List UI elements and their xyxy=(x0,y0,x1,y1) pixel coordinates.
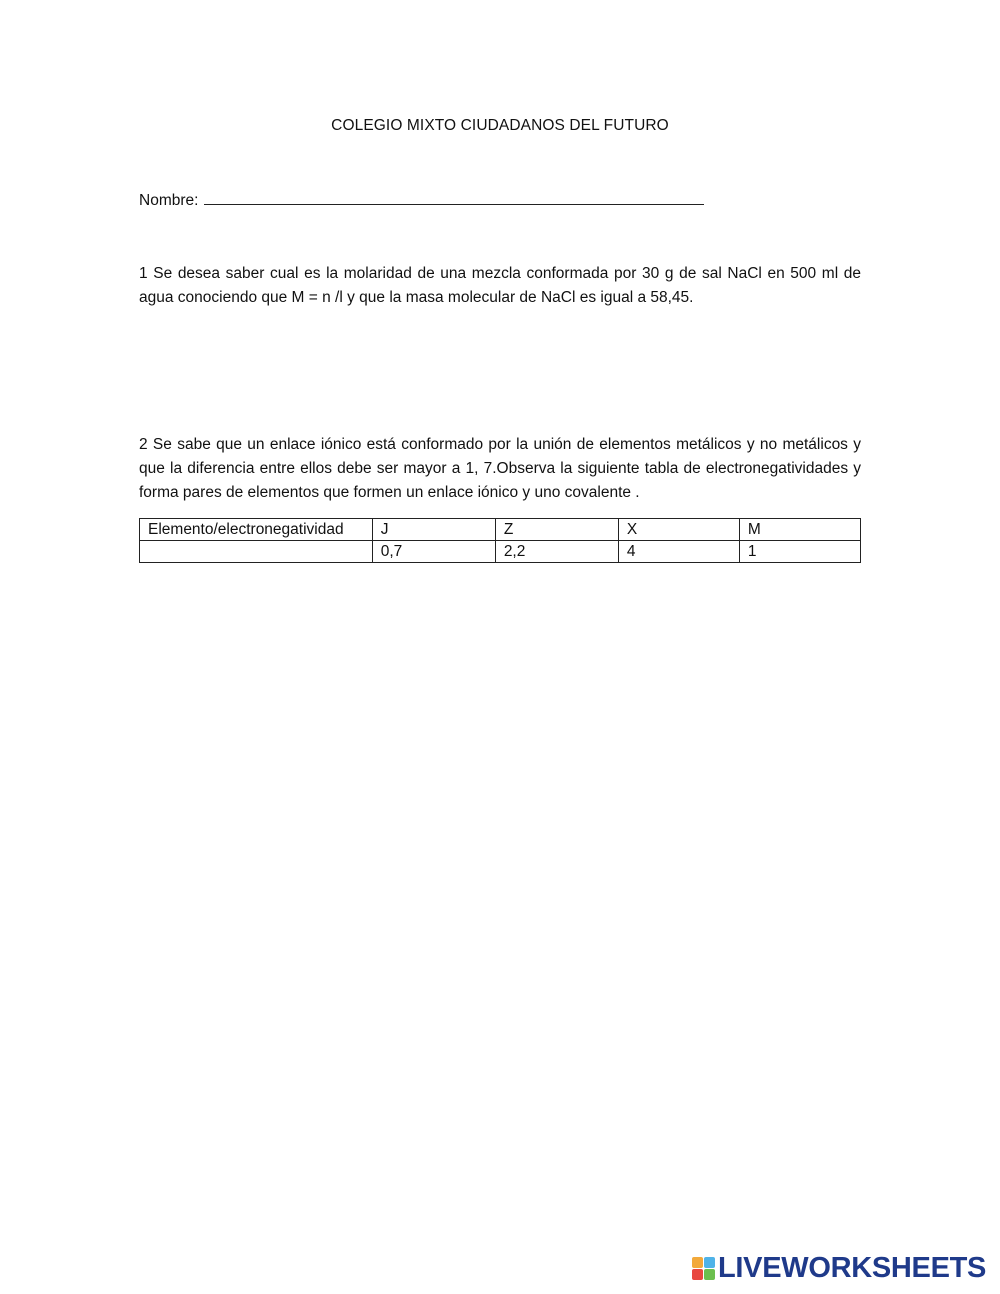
table-cell xyxy=(140,541,373,563)
liveworksheets-logo-icon xyxy=(692,1257,715,1280)
logo-square xyxy=(704,1257,715,1268)
table-cell: 2,2 xyxy=(495,541,618,563)
name-field-row xyxy=(139,190,704,210)
electronegativity-table xyxy=(139,518,861,563)
logo-square xyxy=(704,1269,715,1280)
question-2: 2 Se sabe que un enlace iónico está conformado por la unión de elementos metálicos y no metálicos y que la diferencia entre ellos debe ser mayor a 1, 7.Observa la siguiente tabla de electronegatividades y forma pares de elementos que formen un enlace iónico y uno covalente . xyxy=(139,436,861,501)
question-1: 1 Se desea saber cual es la molaridad de una mezcla conformada por 30 g de sal NaCl en 500 ml de agua conociendo que M = n /l y que la masa molecular de NaCl es igual a 58,45. xyxy=(139,265,861,306)
table-cell: Elemento/electronegatividad xyxy=(140,519,373,541)
table-row xyxy=(140,541,861,563)
table-cell: 1 xyxy=(739,541,860,563)
table-cell: M xyxy=(739,519,860,541)
table-cell: 0,7 xyxy=(372,541,495,563)
school-title: COLEGIO MIXTO CIUDADANOS DEL FUTURO xyxy=(331,117,669,134)
logo-text: LIVEWORKSHEETS xyxy=(718,1251,987,1284)
table-cell: X xyxy=(618,519,739,541)
name-label: Nombre: xyxy=(139,192,199,209)
table-cell: J xyxy=(372,519,495,541)
table-cell: Z xyxy=(495,519,618,541)
logo-square xyxy=(692,1269,703,1280)
table-cell: 4 xyxy=(618,541,739,563)
name-input-line[interactable] xyxy=(204,190,704,205)
logo-square xyxy=(692,1257,703,1268)
table-header-row xyxy=(140,519,861,541)
liveworksheets-logo xyxy=(692,1251,986,1285)
